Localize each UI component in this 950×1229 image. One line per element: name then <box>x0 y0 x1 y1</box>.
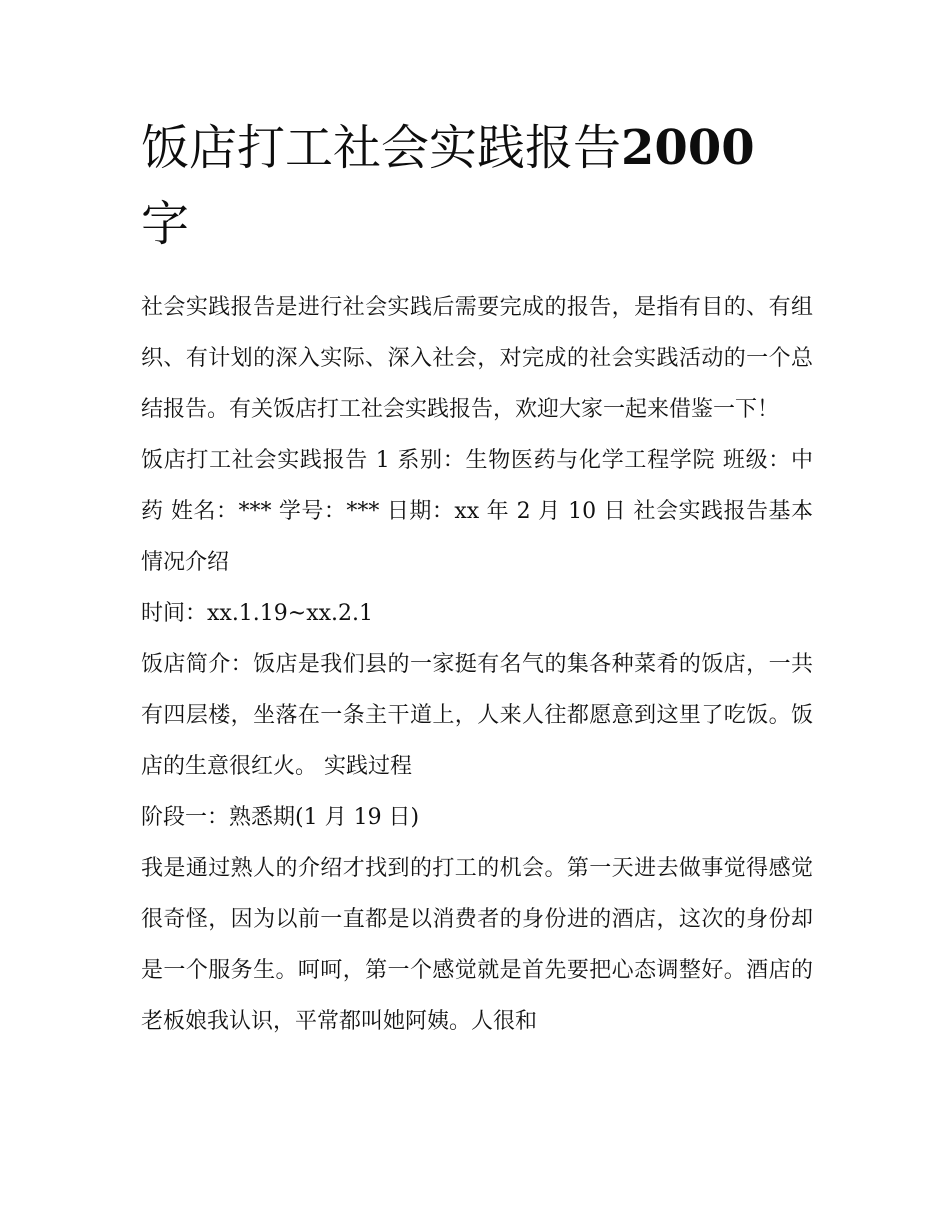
document-title <box>141 110 813 262</box>
document-content <box>141 110 813 1047</box>
title-suffix: 字 <box>141 196 190 252</box>
paragraph-stage-one-body: 我是通过熟人的介绍才找到的打工的机会。第一天进去做事觉得感觉很奇怪，因为以前一直都是以消费者的身份进的酒店，这次的身份却是一个服务生。呵呵，第一个感觉就是首先要把心态调整好。酒店的老板娘我认识，平常都叫她阿姨。人很和 <box>141 856 813 1034</box>
paragraph-intro: 社会实践报告是进行社会实践后需要完成的报告，是指有目的、有组织、有计划的深入实际、深入社会，对完成的社会实践活动的一个总结报告。有关饭店打工社会实践报告，欢迎大家一起来借鉴一下！ <box>141 295 813 422</box>
title-number: 2000 <box>621 120 755 176</box>
paragraph-report-info: 饭店打工社会实践报告 1 系别：生物医药与化学工程学院 班级：中药 姓名：*** 学号：*** 日期：xx 年 2 月 10 日 社会实践报告基本情况介绍 <box>141 448 813 575</box>
paragraph-stage-one-heading: 阶段一：熟悉期(1 月 19 日) <box>141 805 420 830</box>
document-body <box>141 282 813 1047</box>
paragraph-time: 时间：xx.1.19~xx.2.1 <box>141 601 374 626</box>
paragraph-restaurant-intro: 饭店简介：饭店是我们县的一家挺有名气的集各种菜肴的饭店，一共有四层楼，坐落在一条主干道上，人来人往都愿意到这里了吃饭。饭店的生意很红火。 实践过程 <box>141 652 813 779</box>
title-main-text: 饭店打工社会实践报告 <box>141 120 622 176</box>
